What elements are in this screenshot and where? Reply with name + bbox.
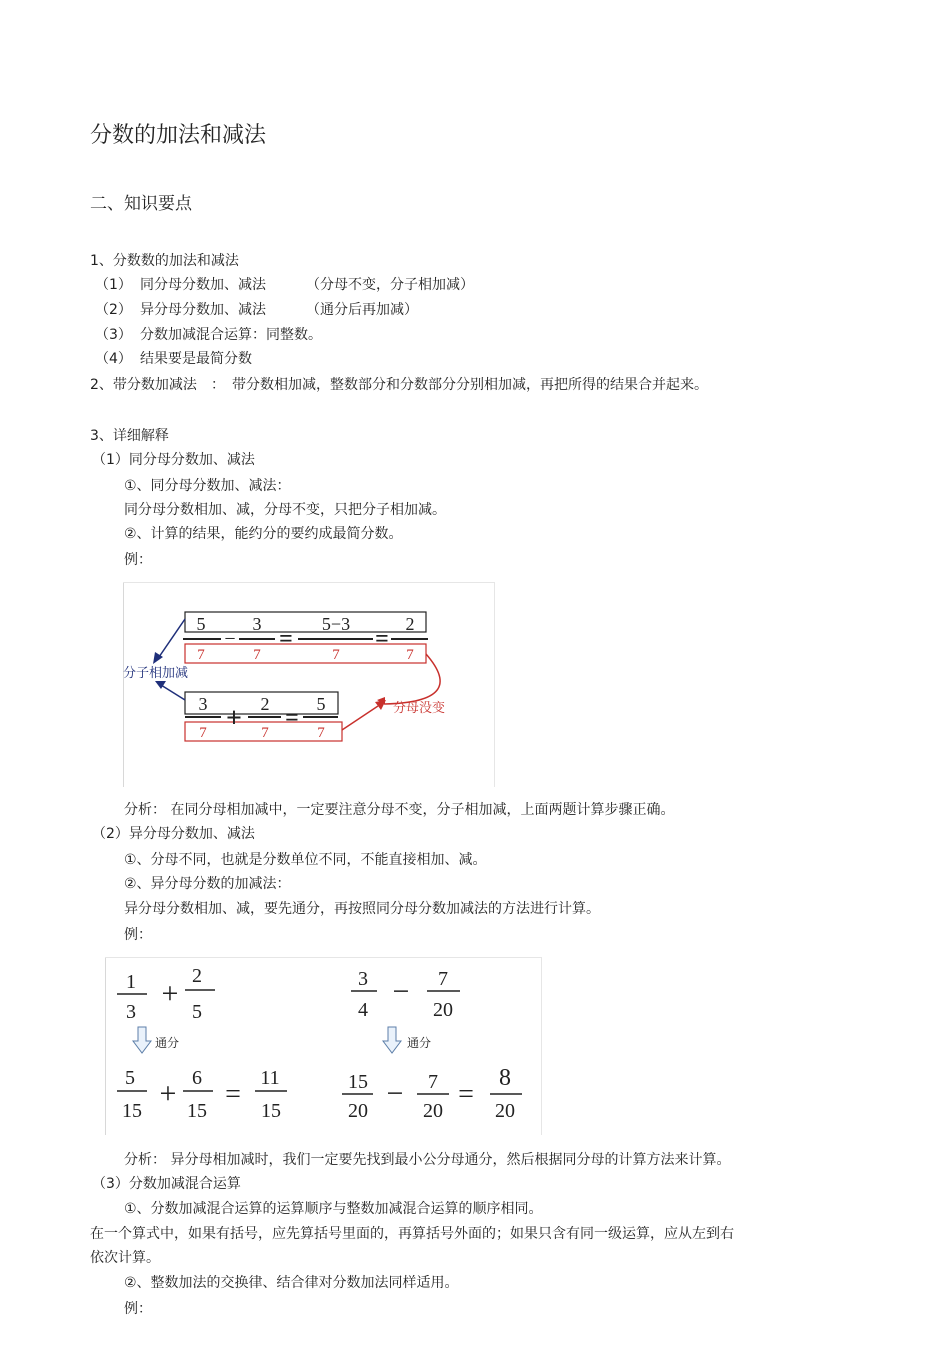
point1-item2-num: （2）	[95, 302, 132, 318]
fraction-term-1: 3	[126, 1001, 136, 1023]
fraction-term-5: 5	[125, 1067, 135, 1089]
arrow-navy-up	[159, 619, 185, 657]
fraction-term-11: 11	[260, 1067, 280, 1089]
r2-num-3: 5	[316, 694, 326, 714]
point1-item3-num: （3）	[95, 327, 132, 343]
denominator-box-row1	[185, 644, 426, 663]
r2-den-3: 7	[317, 725, 325, 741]
r1-num-4: 2	[405, 614, 415, 634]
sub1-example-label: 例：	[124, 552, 152, 568]
sub3-example-label: 例：	[124, 1301, 152, 1317]
point1-item2-text: 异分母分数加、减法	[140, 302, 266, 318]
sub3-line2: ②、整数加法的交换律、结合律对分数加法同样适用。	[124, 1275, 459, 1291]
sub2-analysis: 分析： 异分母相加减时，我们一定要先找到最小公分母通分，然后根据同分母的计算方法来计算。	[124, 1152, 731, 1168]
fraction-term-9: 15	[187, 1100, 207, 1122]
r1-op-2: =	[279, 626, 293, 652]
numerator-label: 分子相加减	[123, 666, 189, 681]
fraction-term-13: 3	[358, 968, 368, 990]
same-denominator-figure	[123, 582, 495, 787]
r2-op-1: +	[226, 703, 242, 734]
fraction-term-18: 15	[348, 1071, 368, 1093]
sub1-line1: ①、同分母分数加、减法：	[124, 478, 291, 494]
r1-op-3: =	[375, 626, 389, 652]
point2-label: 2、带分数加减法	[90, 377, 197, 393]
fraction-term-16: 7	[438, 968, 448, 990]
r2-den-2: 7	[261, 725, 269, 741]
r1-den-4: 7	[406, 647, 414, 663]
fraction-term-24: 8	[499, 1065, 511, 1091]
point1-item3-text: 分数加减混合运算：同整数。	[140, 327, 322, 343]
sub1-heading: （1）同分母分数加、减法	[92, 452, 255, 468]
sub1-analysis: 分析： 在同分母相加减中，一定要注意分母不变，分子相加减，上面两题计算步骤正确。	[124, 802, 675, 818]
fraction-term-25: 20	[495, 1100, 515, 1122]
fraction-term-20: −	[386, 1077, 404, 1110]
fraction-term-6: 15	[122, 1100, 142, 1122]
point2-colon: ：	[211, 377, 225, 393]
page-title: 分数的加法和减法	[90, 123, 267, 148]
fraction-term-0: 1	[126, 971, 136, 993]
denominator-label: 分母没变	[393, 701, 446, 716]
point1-item1-note: （分母不变，分子相加减）	[306, 277, 474, 293]
fraction-term-14: 4	[358, 999, 368, 1021]
r2-num-2: 2	[260, 694, 270, 714]
point1-item2-note: （通分后再加减）	[306, 302, 418, 318]
fraction-term-12: 15	[261, 1100, 281, 1122]
fraction-term-2: +	[161, 977, 179, 1010]
fraction-term-3: 2	[192, 965, 202, 987]
point1-item4-num: （4）	[95, 351, 132, 367]
sub2-line3: 异分母分数相加、减，要先通分，再按照同分母分数加减法的方法进行计算。	[124, 901, 600, 917]
point1-item1-text: 同分母分数加、减法	[140, 277, 266, 293]
r1-num-3: 5−3	[321, 614, 351, 634]
sub1-line2: 同分母分数相加、减，分母不变，只把分子相加减。	[124, 502, 446, 518]
r1-den-2: 7	[253, 647, 261, 663]
fraction-term-7: +	[159, 1077, 177, 1110]
fraction-term-19: 20	[348, 1100, 368, 1122]
sub3-line1: ①、分数加减混合运算的运算顺序与整数加减混合运算的顺序相同。	[124, 1201, 543, 1217]
sub3-para-line2: 依次计算。	[90, 1250, 160, 1266]
fraction-term-15: −	[392, 975, 410, 1008]
fraction-term-10: =	[225, 1079, 241, 1110]
r1-op-1: −	[224, 628, 236, 650]
r1-den-1: 7	[197, 647, 205, 663]
fraction-term-8: 6	[192, 1067, 202, 1089]
r2-num-1: 3	[198, 694, 208, 714]
sub2-line1: ①、分母不同，也就是分数单位不同，不能直接相加、减。	[124, 852, 487, 868]
numerator-box-row1	[185, 612, 426, 632]
sub1-line3: ②、计算的结果，能约分的要约成最简分数。	[124, 526, 403, 542]
sub3-para-line1: 在一个算式中，如果有括号，应先算括号里面的，再算括号外面的；如果只含有同一级运算，应从左到右	[90, 1226, 734, 1242]
fraction-term-4: 5	[192, 1001, 202, 1023]
sub3-heading: （3）分数加减混合运算	[92, 1176, 241, 1192]
r1-den-3: 7	[332, 647, 340, 663]
point3-heading: 3、详细解释	[90, 428, 169, 444]
r1-num-2: 3	[252, 614, 262, 634]
different-denominator-figure	[105, 957, 542, 1135]
point1-item1-num: （1）	[95, 277, 132, 293]
arrow-red-2	[342, 706, 378, 730]
point1-heading: 1、分数数的加法和减法	[90, 253, 239, 269]
tongfen-label-right: 通分	[407, 1036, 432, 1050]
point1-item4-text: 结果要是最简分数	[140, 351, 252, 367]
fraction-term-17: 20	[433, 999, 453, 1021]
arrow-navy-down	[161, 685, 185, 700]
fraction-term-22: 20	[423, 1100, 443, 1122]
fraction-term-23: =	[458, 1079, 474, 1110]
tongfen-arrow-right-icon	[383, 1027, 401, 1053]
r2-op-2: =	[285, 705, 299, 731]
fraction-term-21: 7	[428, 1071, 438, 1093]
tongfen-arrow-left-icon	[133, 1027, 151, 1053]
r2-den-1: 7	[199, 725, 207, 741]
sub2-line2: ②、异分母分数的加减法：	[124, 876, 291, 892]
sub2-example-label: 例：	[124, 927, 152, 943]
point2-text: 带分数相加减，整数部分和分数部分分别相加减，再把所得的结果合并起来。	[232, 377, 708, 393]
section-heading: 二、知识要点	[90, 194, 192, 214]
sub2-heading: （2）异分母分数加、减法	[92, 826, 255, 842]
tongfen-label-left: 通分	[155, 1036, 180, 1050]
r1-num-1: 5	[196, 614, 206, 634]
